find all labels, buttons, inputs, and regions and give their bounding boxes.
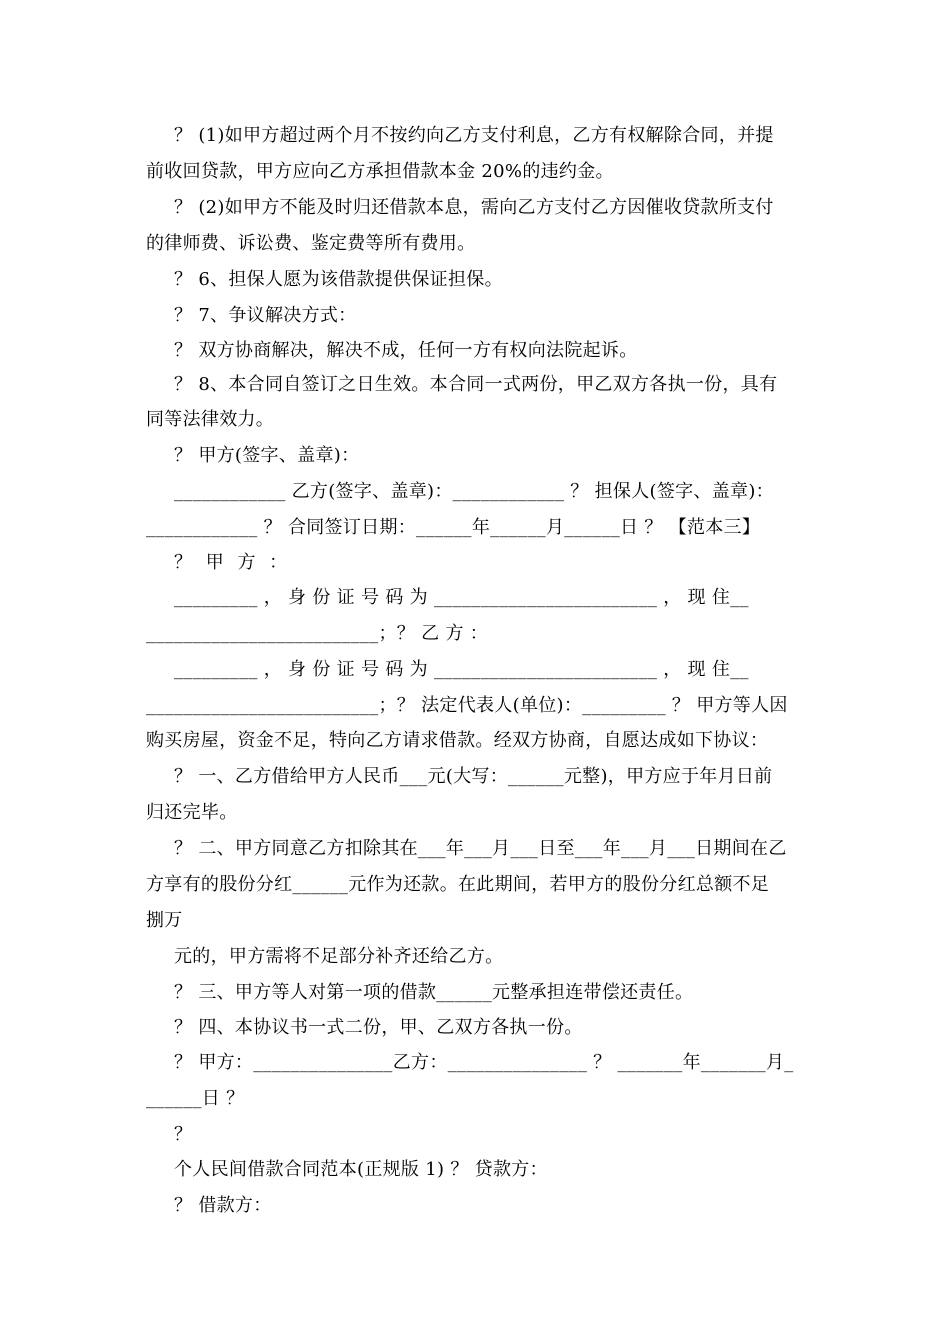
text-line: ？ 双方协商解决，解决不成，任何一方有权向法院起诉。: [174, 340, 638, 361]
text-line: ？ 四、本协议书一式二份，甲、乙双方各执一份。: [174, 1017, 583, 1038]
text-line: 购买房屋，资金不足，特向乙方请求借款。经双方协商，自愿达成如下协议：: [146, 730, 769, 751]
text-line: ？ 一、乙方借给甲方人民币___元(大写：______元整)，甲方应于年月日前: [174, 766, 773, 787]
text-line: 个人民间借款合同范本(正规版 1) ？ 贷款方：: [174, 1159, 548, 1180]
text-line: _________________________；？ 法定代表人(单位)：_________ ？ 甲方等人因: [146, 695, 788, 716]
text-line: ？ 三、甲方等人对第一项的借款______元整承担连带偿还责任。: [174, 982, 694, 1003]
text-line: ______日 ？: [146, 1088, 245, 1109]
text-line: ____________ ？ 合同签订日期：______年______月______日 ？ 【范本三】: [146, 517, 761, 538]
text-line: 捌万: [146, 910, 183, 931]
text-line: ？ 6、担保人愿为该借款提供保证担保。: [174, 269, 503, 290]
text-line: _________ ， 身 份 证 号 码 为 ________________________ ， 现 住__: [174, 659, 749, 680]
text-line: 元的，甲方需将不足部分补齐还给乙方。: [174, 946, 504, 967]
text-line: 方享有的股份分红______元作为还款。在此期间，若甲方的股份分红总额不足: [146, 874, 770, 895]
text-line: 的律师费、诉讼费、鉴定费等所有费用。: [146, 233, 476, 254]
text-line: 前收回贷款，甲方应向乙方承担借款本金 20%的违约金。: [146, 161, 614, 182]
text-line: ？ 借款方：: [174, 1195, 272, 1216]
text-line: ？ (1)如甲方超过两个月不按约向乙方支付利息，乙方有权解除合同，并提: [174, 125, 774, 146]
text-line: ____________ 乙方(签字、盖章)：____________ ？ 担保人(签字、盖章)：: [174, 481, 774, 502]
text-line: ？ 二、甲方同意乙方扣除其在___年___月___日至___年___月___日期间在乙: [174, 838, 787, 859]
text-line: _________ ， 身 份 证 号 码 为 ________________________ ， 现 住__: [174, 587, 749, 608]
text-line: ？ 8、本合同自签订之日生效。本合同一式两份，甲乙双方各执一份，具有: [174, 374, 778, 395]
text-line: ？ 甲 方 ：: [174, 552, 292, 573]
text-line: ？ 甲方(签字、盖章)：: [174, 445, 360, 466]
text-line: ？ (2)如甲方不能及时归还借款本息，需向乙方支付乙方因催收贷款所支付: [174, 197, 774, 218]
text-line: ？: [174, 1124, 193, 1145]
text-line: ？ 甲方：_______________乙方：_______________ ？ _______年_______月_: [174, 1052, 794, 1073]
text-line: ？ 7、争议解决方式：: [174, 305, 357, 326]
text-line: 归还完毕。: [146, 802, 238, 823]
text-line: _________________________；？ 乙 方 ：: [146, 623, 489, 644]
text-line: 同等法律效力。: [146, 409, 275, 430]
